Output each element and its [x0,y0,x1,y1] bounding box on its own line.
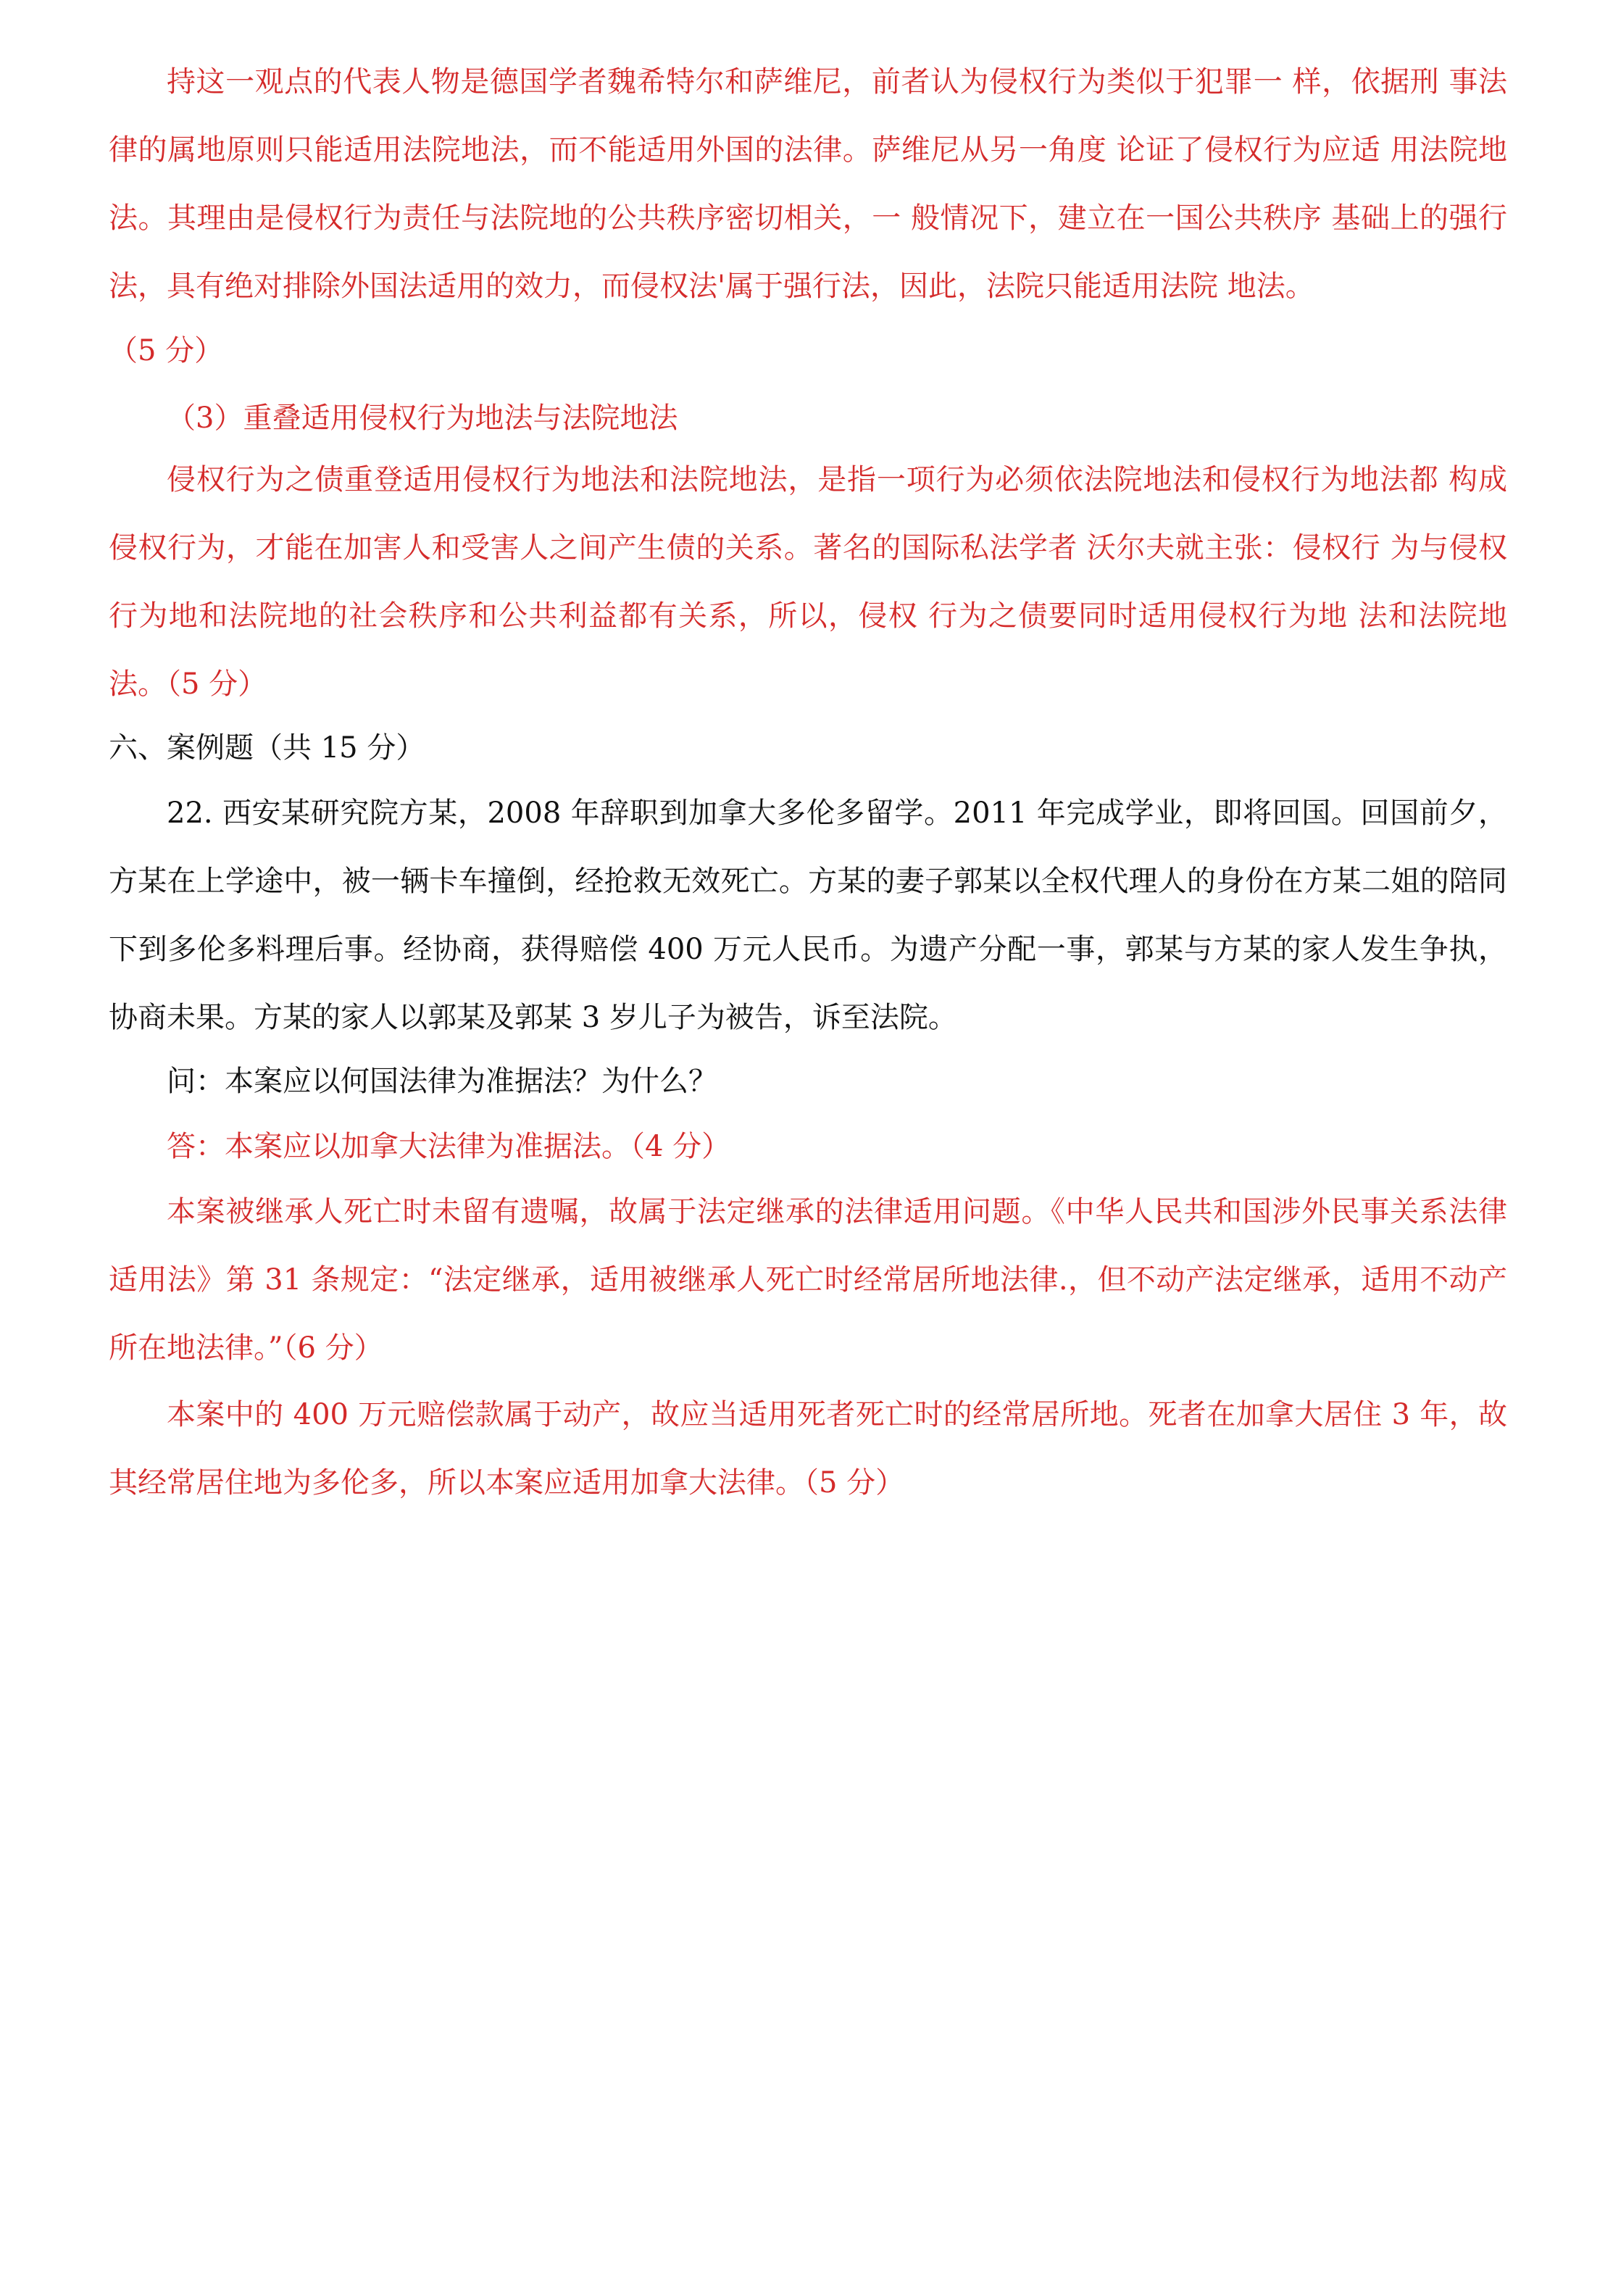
case-question-prompt: 问：本案应以何国法律为准据法？为什么？ [167,1065,717,1098]
answer-main: 答：本案应以加拿大法律为准据法。（4 分） [167,1130,731,1163]
paragraph-savigny-view: 持这一观点的代表人物是德国学者魏希特尔和萨维尼，前者认为侵权行为类似于犯罪一 样，依据刑 事法律的属地原则只能适用法院地法，而不能适用外国的法律。萨维尼从另一角度 论证了侵权行为应适 用法院地法。其理由是侵权行为责任与法院地的公共秩序密切相关，一 般情况下，建立在一国公共秩序 基础上的强行法，具有绝对排除外国法适用的效力，而侵权法'属于强行法，因此，法院只能适用法院 地法。 [109,65,1507,303]
case-question-22: 22. 西安某研究院方某，2008 年辞职到加拿大多伦多留学。2011 年完成学业，即将回国。回国前夕，方某在上学途中，被一辆卡车撞倒，经抢救无效死亡。方某的妻子郭某以全权代理人的身份在方某二姐的陪同下到多伦多料理后事。经协商，获得赔偿 400 万元人民币。为遗产分配一事，郭某与方某的家人发生争执，协商未果。方某的家人以郭某及郭某 3 岁儿子为被告，诉至法院。 [109,796,1507,1034]
answer-reasoning-domicile: 本案中的 400 万元赔偿款属于动产，故应当适用死者死亡时的经常居所地。死者在加拿大居住 3 年，故其经常居住地为多伦多，所以本案应适用加拿大法律。（5 分） [109,1398,1507,1500]
subheading-overlapping-law: （3）重叠适用侵权行为地法与法院地法 [167,402,678,435]
section-heading-case: 六、案例题（共 15 分） [109,731,425,765]
paragraph-score: （5 分） [109,334,224,367]
paragraph-overlapping-law: 侵权行为之债重登适用侵权行为地法和法院地法，是指一项行为必须依法院地法和侵权行为地法都 构成侵权行为，才能在加害人和受害人之间产生债的关系。著名的国际私法学者 沃尔夫就主张：侵权行 为与侵权行为地和法院地的社会秩序和公共利益都有关系，所以，侵权 行为之债要同时适用侵权行为地 法和法院地法。（5 分） [109,463,1507,701]
answer-reasoning-law: 本案被继承人死亡时未留有遗嘱，故属于法定继承的法律适用问题。《中华人民共和国涉外民事关系法律适用法》第 31 条规定：“法定继承，适用被继承人死亡时经常居所地法律.，但不动产法定继承，适用不动产所在地法律。”（6 分） [109,1195,1507,1365]
